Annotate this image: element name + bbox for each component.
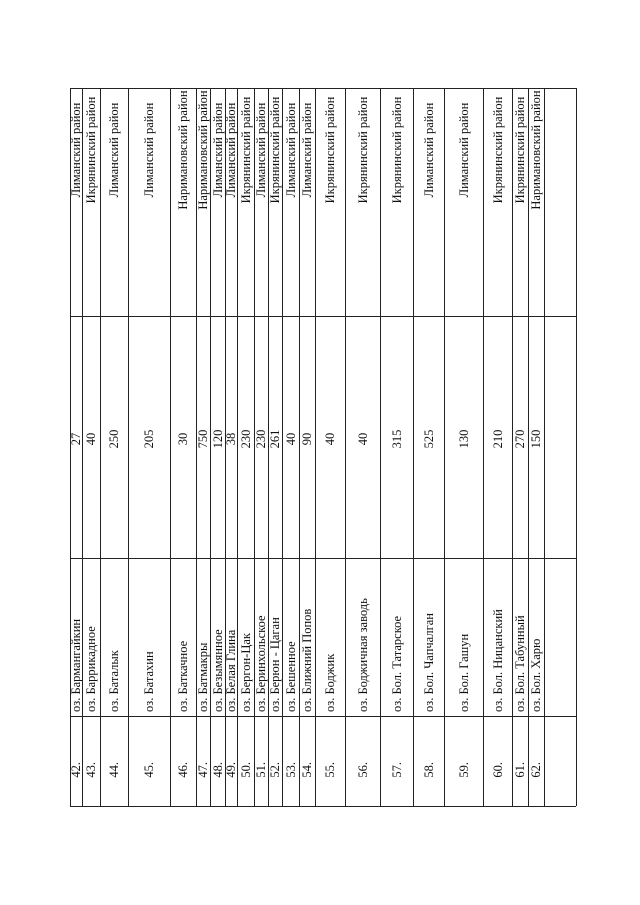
cell-num: 61.	[513, 762, 527, 778]
cell-value: 210	[490, 429, 505, 449]
cell-num: 57.	[389, 762, 404, 778]
cell-name: оз. Берюн - Цаган	[268, 617, 282, 712]
cell-district: Икрянинский район	[323, 96, 337, 204]
cell-num: 56.	[355, 762, 370, 778]
lakes-table	[70, 88, 576, 806]
cell-num: 55.	[323, 762, 337, 778]
cell-num: 48.	[210, 762, 225, 778]
cell-num: 43.	[84, 762, 98, 778]
row-divider	[380, 88, 381, 806]
cell-name: оз. Бол. Чапчалган	[421, 613, 436, 712]
cell-district: Лиманский район	[421, 102, 436, 198]
column-divider	[70, 316, 576, 317]
cell-num: 47.	[196, 762, 210, 778]
cell-district: Икрянинский район	[84, 96, 98, 204]
row-divider	[170, 88, 171, 806]
cell-num: 59.	[456, 762, 471, 778]
cell-value: 40	[283, 432, 298, 446]
cell-value: 205	[142, 429, 156, 449]
cell-value: 250	[107, 429, 121, 449]
cell-value: 38	[224, 432, 238, 446]
cell-value: 525	[421, 429, 436, 449]
cell-value: 270	[513, 429, 527, 449]
cell-num: 54.	[300, 762, 314, 778]
cell-district: Лиманский район	[254, 102, 268, 198]
cell-name: оз. Безымянное	[210, 629, 225, 712]
cell-district: Лиманский район	[456, 102, 471, 198]
cell-value: 40	[84, 432, 98, 446]
row-divider	[128, 88, 129, 806]
cell-value: 90	[300, 432, 314, 446]
cell-num: 50.	[238, 762, 253, 778]
row-divider	[345, 88, 346, 806]
cell-value: 30	[176, 432, 190, 446]
cell-district: Наримановский район	[176, 90, 190, 210]
cell-district: Икрянинский район	[355, 96, 370, 204]
cell-district: Икрянинский район	[490, 96, 505, 204]
cell-value: 150	[529, 429, 543, 449]
cell-name: оз. Баррикадное	[84, 626, 98, 712]
cell-num: 46.	[176, 762, 190, 778]
row-divider	[100, 88, 101, 806]
cell-district: Икрянинский район	[389, 96, 404, 204]
cell-name: оз. Боджичная заводь	[355, 598, 370, 712]
cell-num: 45.	[142, 762, 156, 778]
column-divider	[70, 806, 576, 807]
cell-district: Наримановский район	[529, 90, 543, 210]
row-divider	[444, 88, 445, 806]
cell-value: 315	[389, 429, 404, 449]
cell-name: оз. Батмакры	[196, 642, 210, 712]
cell-name: оз. Бармангайкин	[69, 618, 83, 712]
cell-name: оз. Боджик	[323, 653, 337, 712]
cell-value: 261	[268, 429, 282, 449]
cell-district: Лиманский район	[107, 102, 121, 198]
cell-name: оз. Ближний Попов	[300, 608, 314, 712]
cell-num: 51.	[254, 762, 268, 778]
row-divider	[282, 88, 283, 806]
cell-value: 230	[254, 429, 268, 449]
cell-value: 27	[69, 432, 83, 446]
cell-value: 120	[210, 429, 225, 449]
row-divider	[576, 88, 577, 806]
cell-value: 230	[238, 429, 253, 449]
cell-district: Лиманский район	[210, 102, 225, 198]
cell-district: Лиманский район	[224, 102, 238, 198]
cell-value: 750	[196, 429, 210, 449]
cell-num: 52.	[268, 762, 282, 778]
cell-name: оз. Батахин	[142, 651, 156, 712]
row-divider	[413, 88, 414, 806]
cell-name: оз. Баткачное	[176, 640, 190, 712]
column-divider	[70, 716, 576, 717]
cell-name: оз. Бол. Табунный	[513, 615, 527, 712]
cell-district: Икрянинский район	[238, 96, 253, 204]
cell-name: оз. Бол. Харю	[529, 638, 543, 712]
cell-name: оз. Белая Глина	[224, 629, 238, 712]
row-divider	[483, 88, 484, 806]
cell-name: оз. Бол. Ницанский	[490, 609, 505, 712]
cell-name: оз. Бешенное	[283, 641, 298, 712]
cell-num: 42.	[69, 762, 83, 778]
cell-name: оз. Беринхольское	[254, 615, 268, 712]
cell-district: Лиманский район	[300, 102, 314, 198]
row-divider	[544, 88, 545, 806]
cell-num: 53.	[283, 762, 298, 778]
cell-name: оз. Бергон-Цак	[238, 633, 253, 712]
cell-value: 40	[355, 432, 370, 446]
cell-num: 49.	[224, 762, 238, 778]
cell-district: Лиманский район	[142, 102, 156, 198]
cell-num: 44.	[107, 762, 121, 778]
cell-value: 130	[456, 429, 471, 449]
cell-district: Лиманский район	[283, 102, 298, 198]
cell-name: оз. Баталык	[107, 650, 121, 712]
row-divider	[315, 88, 316, 806]
cell-num: 58.	[421, 762, 436, 778]
cell-num: 62.	[529, 762, 543, 778]
cell-num: 60.	[490, 762, 505, 778]
cell-district: Наримановский район	[196, 90, 210, 210]
cell-district: Икрянинский район	[513, 96, 527, 204]
cell-district: Лиманский район	[69, 102, 83, 198]
cell-district: Икрянинский район	[268, 96, 282, 204]
cell-value: 40	[323, 432, 337, 446]
cell-name: оз. Бол. Татарское	[389, 615, 404, 712]
cell-name: оз. Бол. Гашун	[456, 633, 471, 712]
